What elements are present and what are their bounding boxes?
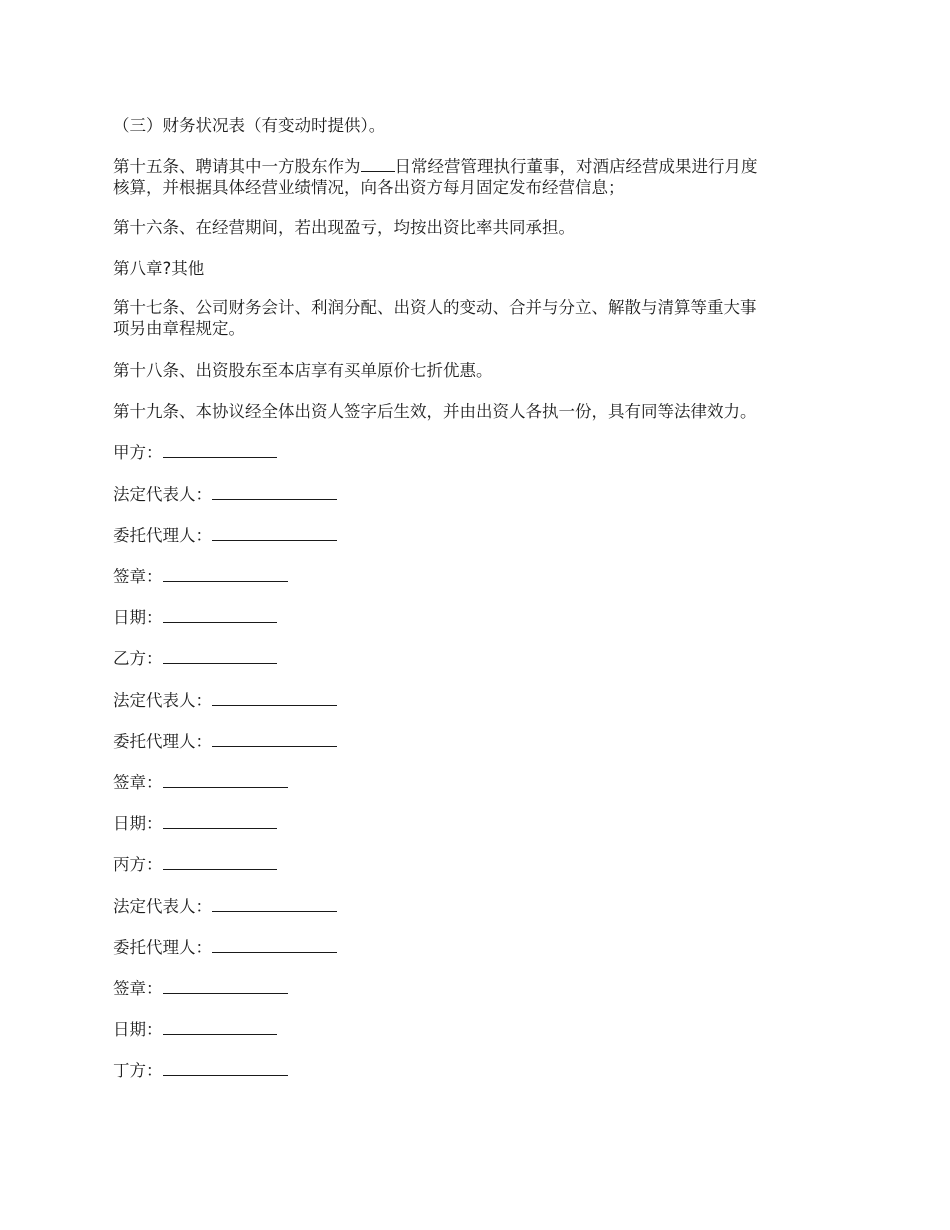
seal-blank: [163, 976, 288, 994]
blank-line: [361, 154, 395, 172]
legal-rep-blank: [212, 482, 337, 500]
party-b-seal-line: [113, 770, 843, 793]
legal-rep-blank: [212, 688, 337, 706]
article-15-text-b: 日常经营管理执行董事，对酒店经营成果进行月度: [394, 157, 758, 176]
agent-label: 委托代理人：: [113, 938, 212, 957]
date-label: 日期：: [113, 1020, 163, 1039]
party-a-label: 甲方：: [113, 443, 163, 462]
legal-rep-blank: [212, 894, 337, 912]
agent-label: 委托代理人：: [113, 732, 212, 751]
article-16: 第十六条、在经营期间，若出现盈亏，均按出资比率共同承担。: [113, 218, 575, 237]
article-17-text-a: 第十七条、公司财务会计、利润分配、出资人的变动、合并与分立、解散与清算等重大事: [113, 298, 757, 317]
party-b-line: [113, 646, 843, 669]
legal-rep-label: 法定代表人：: [113, 897, 212, 916]
article-18: 第十八条、出资股东至本店享有买单原价七折优惠。: [113, 361, 493, 380]
agent-blank: [212, 935, 337, 953]
article-15-text-c: 核算，并根据具体经营业绩情况，向各出资方每月固定发布经营信息；: [113, 178, 625, 197]
party-a-line: [113, 440, 843, 463]
seal-blank: [163, 564, 288, 582]
party-c-date-line: [113, 1017, 843, 1040]
date-blank: [163, 1017, 277, 1035]
date-label: 日期：: [113, 814, 163, 833]
party-c-blank: [163, 852, 277, 870]
seal-label: 签章：: [113, 567, 163, 586]
party-b-date-line: [113, 811, 843, 834]
seal-blank: [163, 770, 288, 788]
party-d-blank: [163, 1058, 288, 1076]
seal-label: 签章：: [113, 979, 163, 998]
party-d-line: [113, 1058, 843, 1081]
article-17: [113, 297, 843, 339]
seal-label: 签章：: [113, 773, 163, 792]
party-a-agent-line: [113, 523, 843, 546]
party-c-legal-rep-line: [113, 894, 843, 917]
party-c-seal-line: [113, 976, 843, 999]
party-d-label: 丁方：: [113, 1061, 163, 1080]
party-a-date-line: [113, 605, 843, 628]
agent-blank: [212, 523, 337, 541]
party-b-blank: [163, 646, 277, 664]
article-15: [113, 154, 843, 198]
article-15-text-a: 第十五条、聘请其中一方股东作为: [113, 157, 361, 176]
legal-rep-label: 法定代表人：: [113, 691, 212, 710]
agent-blank: [212, 729, 337, 747]
party-c-label: 丙方：: [113, 855, 163, 874]
party-a-blank: [163, 440, 277, 458]
party-b-agent-line: [113, 729, 843, 752]
article-19: 第十九条、本协议经全体出资人签字后生效，并由出资人各执一份，具有同等法律效力。: [113, 402, 757, 421]
party-b-label: 乙方：: [113, 649, 163, 668]
date-blank: [163, 605, 277, 623]
party-a-seal-line: [113, 564, 843, 587]
legal-rep-label: 法定代表人：: [113, 485, 212, 504]
party-c-line: [113, 852, 843, 875]
agent-label: 委托代理人：: [113, 526, 212, 545]
party-b-legal-rep-line: [113, 688, 843, 711]
date-blank: [163, 811, 277, 829]
item-financial-statement: （三）财务状况表（有变动时提供）。: [113, 116, 386, 135]
party-c-agent-line: [113, 935, 843, 958]
party-a-legal-rep-line: [113, 482, 843, 505]
article-17-text-b: 项另由章程规定。: [113, 319, 245, 338]
chapter-8-heading: 第八章?其他: [113, 259, 205, 278]
date-label: 日期：: [113, 608, 163, 627]
